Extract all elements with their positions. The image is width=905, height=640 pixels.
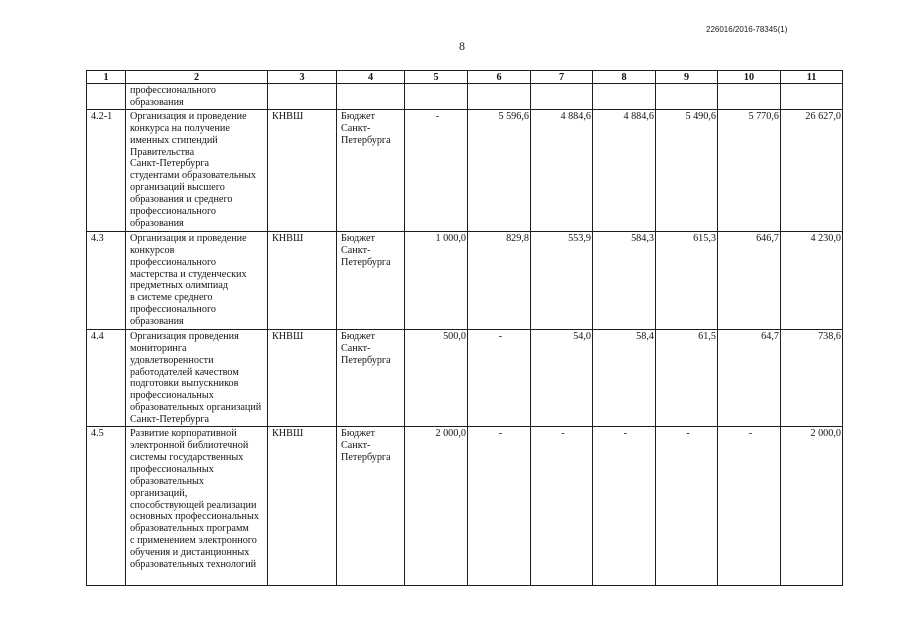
amount-col-9: - — [656, 427, 718, 586]
funding-source: Бюджет Санкт- Петербурга — [337, 427, 405, 586]
amount-col-6 — [468, 84, 531, 110]
amount-col-10: 5 770,6 — [718, 109, 781, 231]
executor — [268, 84, 337, 110]
activity-name: Организация и проведение конкурса на получение именных стипендий Правительства Санкт-Петербурга студентами образовательных организаций высшего образования и среднего профессионального образования — [126, 109, 268, 231]
column-header: 5 — [405, 71, 468, 84]
column-header: 7 — [531, 71, 593, 84]
column-header: 9 — [656, 71, 718, 84]
amount-col-7 — [531, 84, 593, 110]
amount-col-9 — [656, 84, 718, 110]
budget-table — [86, 70, 843, 586]
amount-col-7: - — [531, 427, 593, 586]
amount-col-6: 829,8 — [468, 231, 531, 329]
activity-name: Развитие корпоративной электронной библиотечной системы государственных профессиональных образовательных организаций, способствующей реализации основных профессиональных образовательных программ с применением электронного обучения и дистанционных образовательных технологий — [126, 427, 268, 586]
item-number: 4.5 — [87, 427, 126, 586]
activity-name: Организация проведения мониторинга удовлетворенности работодателей качеством подготовки выпускников профессиональных образовательных организаций Санкт-Петербурга — [126, 329, 268, 426]
executor: КНВШ — [268, 329, 337, 426]
amount-col-11 — [781, 84, 843, 110]
amount-col-11: 738,6 — [781, 329, 843, 426]
funding-source — [337, 84, 405, 110]
item-number: 4.2-1 — [87, 109, 126, 231]
amount-col-6: - — [468, 427, 531, 586]
amount-col-9: 61,5 — [656, 329, 718, 426]
table-row — [87, 329, 843, 426]
amount-col-8 — [593, 84, 656, 110]
funding-source: Бюджет Санкт- Петербурга — [337, 231, 405, 329]
amount-col-7: 553,9 — [531, 231, 593, 329]
amount-col-6: - — [468, 329, 531, 426]
funding-source: Бюджет Санкт- Петербурга — [337, 329, 405, 426]
funding-source: Бюджет Санкт- Петербурга — [337, 109, 405, 231]
amount-col-9: 615,3 — [656, 231, 718, 329]
column-header: 10 — [718, 71, 781, 84]
document-reference: 226016/2016-78345(1) — [706, 25, 788, 34]
column-header: 4 — [337, 71, 405, 84]
amount-col-7: 54,0 — [531, 329, 593, 426]
column-header: 8 — [593, 71, 656, 84]
executor: КНВШ — [268, 109, 337, 231]
amount-col-8: - — [593, 427, 656, 586]
table-row — [87, 427, 843, 586]
amount-col-5: 500,0 — [405, 329, 468, 426]
amount-col-10: - — [718, 427, 781, 586]
table-row — [87, 231, 843, 329]
table-header-row — [87, 71, 843, 84]
amount-col-10: 646,7 — [718, 231, 781, 329]
column-header: 11 — [781, 71, 843, 84]
amount-col-8: 584,3 — [593, 231, 656, 329]
item-number: 4.4 — [87, 329, 126, 426]
amount-col-5: 1 000,0 — [405, 231, 468, 329]
amount-col-7: 4 884,6 — [531, 109, 593, 231]
amount-col-10: 64,7 — [718, 329, 781, 426]
activity-name: профессионального образования — [126, 84, 268, 110]
column-header: 6 — [468, 71, 531, 84]
amount-col-11: 26 627,0 — [781, 109, 843, 231]
amount-col-5: 2 000,0 — [405, 427, 468, 586]
amount-col-6: 5 596,6 — [468, 109, 531, 231]
amount-col-8: 58,4 — [593, 329, 656, 426]
table-row — [87, 84, 843, 110]
table-row — [87, 109, 843, 231]
item-number: 4.3 — [87, 231, 126, 329]
column-header: 3 — [268, 71, 337, 84]
amount-col-11: 4 230,0 — [781, 231, 843, 329]
amount-col-8: 4 884,6 — [593, 109, 656, 231]
amount-col-9: 5 490,6 — [656, 109, 718, 231]
item-number — [87, 84, 126, 110]
amount-col-10 — [718, 84, 781, 110]
amount-col-5 — [405, 84, 468, 110]
amount-col-11: 2 000,0 — [781, 427, 843, 586]
executor: КНВШ — [268, 427, 337, 586]
amount-col-5: - — [405, 109, 468, 231]
column-header: 1 — [87, 71, 126, 84]
executor: КНВШ — [268, 231, 337, 329]
page-number: 8 — [459, 39, 465, 53]
activity-name: Организация и проведение конкурсов профессионального мастерства и студенческих предметных олимпиад в системе среднего профессионального образования — [126, 231, 268, 329]
column-header: 2 — [126, 71, 268, 84]
